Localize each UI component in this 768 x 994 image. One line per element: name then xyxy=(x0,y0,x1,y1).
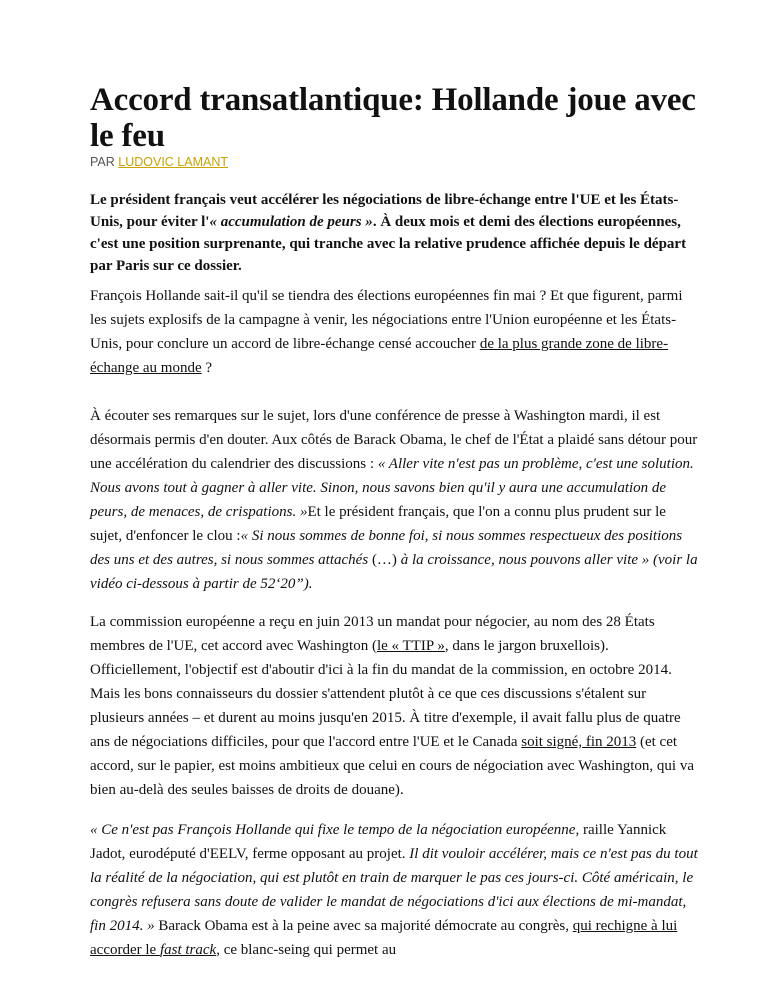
fast-track-link-text: qui rechigne à lui accorder le xyxy=(90,918,678,958)
fast-track-link-em: fast track xyxy=(159,942,217,958)
canada-accord-link[interactable]: soit signé, fin 2013 xyxy=(521,734,637,750)
article xyxy=(90,82,700,962)
p2-text-a: À écouter ses remarques sur le sujet, lors d'une conférence de presse à Washington mardi, il est désormais permis d'en douter. Aux côtés de Barack Obama, le chef de l'État a plaidé sans détour pour une accélération du calendrier des discussions : xyxy=(90,408,698,472)
p4-text-b: Barack Obama est à la peine avec sa majorité démocrate au congrès, xyxy=(154,918,573,934)
p2-quote-2: « Si nous sommes de bonne foi, si nous sommes respectueux des positions des uns et des autres, si nous sommes attachés xyxy=(90,528,683,568)
lede-quote: « accumulation de peurs » xyxy=(209,214,373,230)
paragraph-2 xyxy=(90,404,700,596)
article-lede xyxy=(90,189,700,277)
byline-prefix: PAR xyxy=(90,155,119,169)
p2-quote-1: « Aller vite n'est pas un problème, c'est une solution. Nous avons tout à gagner à aller vite. Sinon, nous savons bien qu'il y aura une accumulation de peurs, de menaces, de crispations. » xyxy=(90,456,694,520)
paragraph-1 xyxy=(90,284,700,380)
p4-text-a: , raille Yannick Jadot, eurodéputé d'EELV, ferme opposant au projet. xyxy=(90,822,667,862)
author-link[interactable]: LUDOVIC LAMANT xyxy=(118,155,228,169)
p4-quote-1: « Ce n'est pas François Hollande qui fixe le tempo de la négociation européenne xyxy=(90,822,576,838)
article-title: Accord transatlantique: Hollande joue avec le feu xyxy=(90,82,696,154)
ttip-link[interactable]: le « TTIP » xyxy=(376,638,445,654)
lede-text-a: Le président français veut accélérer les négociations de libre-échange entre l'UE et les États-Unis, pour éviter l' xyxy=(90,192,679,230)
lede-text-c: . À deux mois et demi des élections européennes, c'est une position surprenante, qui tranche avec la relative prudence affichée depuis le départ par Paris sur ce dossier. xyxy=(90,214,687,274)
byline xyxy=(90,154,700,170)
p3-text-b: , dans le jargon bruxellois). Officiellement, l'objectif est d'aboutir d'ici à la fin du mandat de la commission, en octobre 2014. Mais les bons connaisseurs du dossier s'attendent plutôt à ce que ces discussions s'étalent sur plusieurs années – et durent au moins jusqu'en 2015. À titre d'exemple, il avait fallu plus de quatre ans de négociations difficiles, pour que l'accord entre l'UE et le Canada xyxy=(90,638,681,750)
p3-text-a: La commission européenne a reçu en juin 2013 un mandat pour négocier, au nom des 28 États membres de l'UE, cet accord avec Washington ( xyxy=(90,614,655,654)
p4-text-c: , ce blanc-seing qui permet au xyxy=(216,942,397,958)
p1-text-a: François Hollande sait-il qu'il se tiendra des élections européennes fin mai ? Et que figurent, parmi les sujets explosifs de la campagne à venir, les négociations entre l'Union européenne et les États-Unis, pour conclure un accord de libre-échange censé accoucher xyxy=(90,288,683,352)
p2-quote-3: à la croissance, nous pouvons aller vite » (voir la vidéo ci-dessous à partir de 52‘20”). xyxy=(90,552,698,592)
p2-text-c: (…) xyxy=(371,552,397,568)
p2-text-b: Et le président français, que l'on a connu plus prudent sur le sujet, d'enfoncer le clou : xyxy=(90,504,666,544)
p4-quote-2: Il dit vouloir accélérer, mais ce n'est pas du tout la réalité de la négociation, qui est plutôt en train de marquer le pas ces jours-ci. Côté américain, le congrès refusera sans doute de valider le mandat de négociations d'ici aux élections de mi-mandat, fin 2014. » xyxy=(90,846,698,934)
p1-text-b: ? xyxy=(201,360,213,376)
free-trade-zone-link[interactable]: de la plus grande zone de libre-échange au monde xyxy=(90,336,669,376)
paragraph-4 xyxy=(90,818,700,962)
paragraph-3 xyxy=(90,610,700,802)
p3-text-c: (et cet accord, sur le papier, est moins ambitieux que celui en cours de négociation avec Washington, qui va bien au-delà des seules baisses de droits de douane). xyxy=(90,734,694,798)
